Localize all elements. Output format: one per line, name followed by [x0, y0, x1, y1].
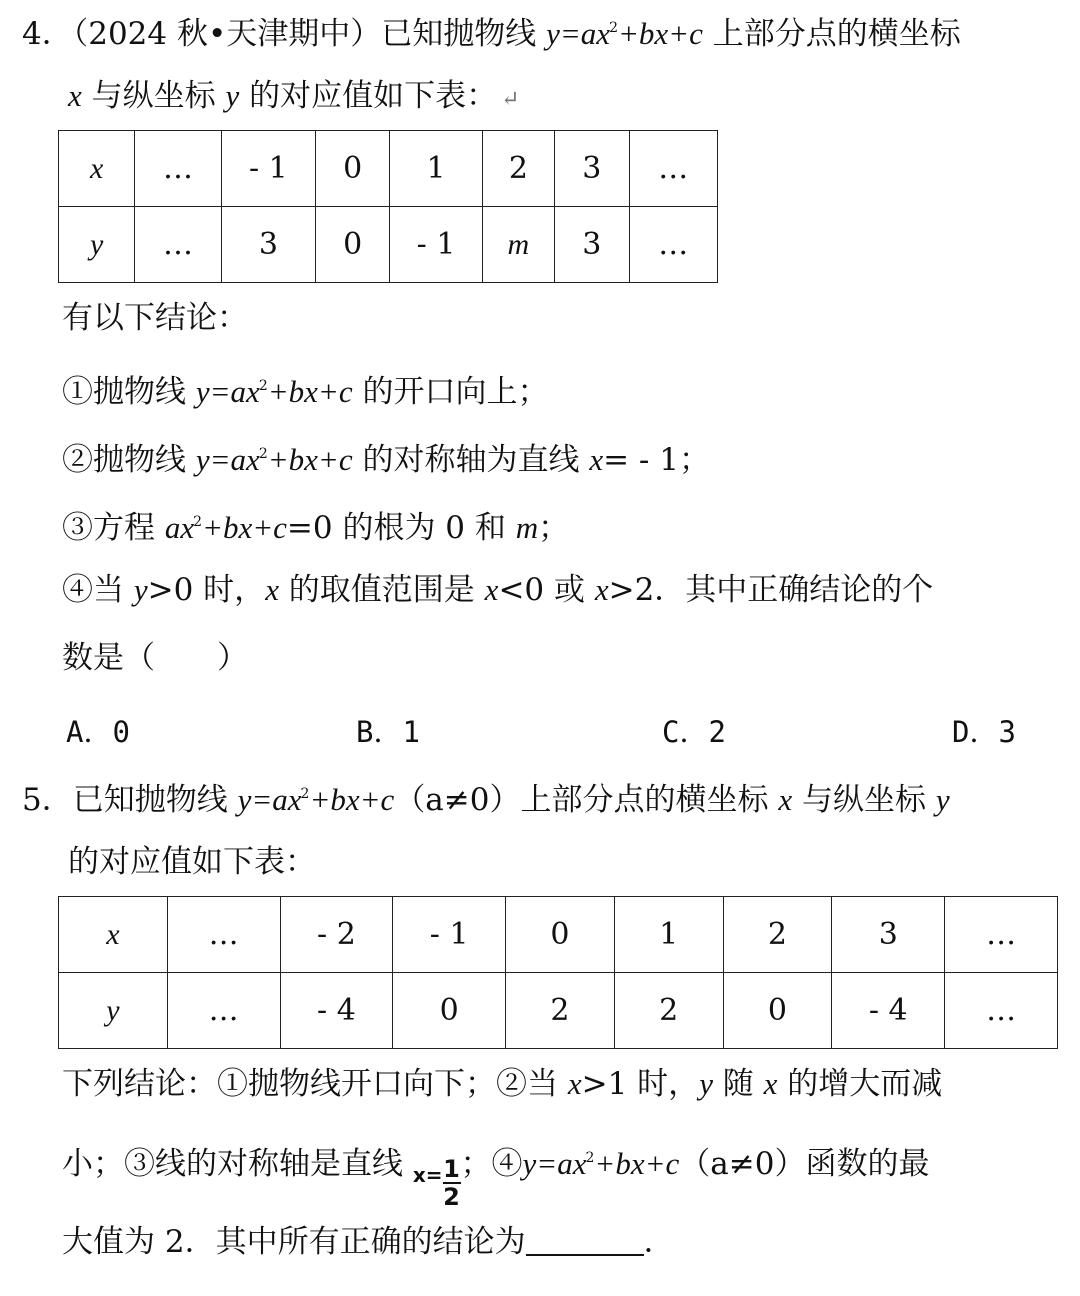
option-a[interactable]: A．0 [66, 715, 130, 749]
q5-conclusions-line3: 大值为 2．其中所有正确的结论为 ． [62, 1224, 675, 1260]
table-cell: y [59, 973, 168, 1049]
table-cell: - 4 [280, 973, 393, 1049]
table-cell: 0 [315, 207, 389, 283]
fraction-one-half: x= $\frac{1}{2}$ [412, 1154, 460, 1211]
table-cell: - 4 [832, 973, 945, 1049]
table-cell: 3 [555, 131, 629, 207]
q4-table-x-row [59, 131, 718, 207]
table-cell: 0 [723, 973, 832, 1049]
q5-conclusions-line1: 下列结论：①抛物线开口向下；②当 x>1 时，y 随 x 的增大而减 [62, 1066, 943, 1102]
table-cell: 2 [506, 973, 615, 1049]
q5-line1: 5．已知抛物线 $y=ax^2+bx+c(a\ne 0)$上部分点的横坐标 x 与纵坐标 y [22, 782, 950, 818]
table-cell: 2 [614, 973, 723, 1049]
table-cell: … [629, 131, 717, 207]
table-cell: 2 [723, 897, 832, 973]
q5-value-table [58, 896, 1058, 1049]
q4-line2: x 与纵坐标 y 的对应值如下表： ↵ [68, 78, 520, 114]
table-cell: y [59, 207, 135, 283]
table-cell: 1 [614, 897, 723, 973]
option-d[interactable]: D．3 [952, 715, 1016, 749]
q4-conclusion-2: ②抛物线 $y=ax^2+bx+c$ 的对称轴为直线 x= - 1； [62, 442, 710, 478]
option-c[interactable]: C．2 [662, 715, 726, 749]
table-cell: - 1 [393, 897, 506, 973]
table-cell: x [59, 897, 168, 973]
option-b[interactable]: B．1 [356, 715, 420, 749]
table-cell: … [135, 207, 221, 283]
table-cell: 2 [482, 131, 554, 207]
answer-blank[interactable] [526, 1224, 644, 1256]
q5-conclusions-line2: 小；③线的对称轴是直线 x= $\frac{1}{2}$ ；$④y=ax^2+bx+c(a\ne 0)$函数的最 [62, 1146, 930, 1211]
table-cell: 3 [832, 897, 945, 973]
table-cell: … [945, 897, 1058, 973]
table-cell: … [629, 207, 717, 283]
table-cell: 0 [393, 973, 506, 1049]
table-cell: 1 [390, 131, 482, 207]
q5-line2: 的对应值如下表： [68, 844, 316, 880]
table-cell: … [167, 973, 280, 1049]
q4-conclusion-3: ③方程 $ax^2+bx+c=0$ 的根为 0 和 m； [62, 510, 570, 546]
q4-conclusion-4: ④当 y>0 时，x 的取值范围是 x<0 或 x>2．其中正确结论的个 [62, 572, 934, 608]
table-cell: - 2 [280, 897, 393, 973]
q4-value-table [58, 130, 718, 283]
table-cell: … [167, 897, 280, 973]
table-cell: m [482, 207, 554, 283]
table-cell: x [59, 131, 135, 207]
q4-line1: 4．（2024 秋•天津期中）已知抛物线 $y=ax^2+bx+c$ 上部分点的横坐标 [22, 16, 961, 52]
q4-table-y-row [59, 207, 718, 283]
q5-table-y-row [59, 973, 1058, 1049]
table-cell: - 1 [390, 207, 482, 283]
table-cell: 0 [506, 897, 615, 973]
table-cell: 3 [221, 207, 315, 283]
table-cell: 0 [315, 131, 389, 207]
table-cell: - 1 [221, 131, 315, 207]
q4-conclusion-1: ①抛物线 $y=ax^2+bx+c$ 的开口向上； [62, 374, 549, 410]
table-cell: … [945, 973, 1058, 1049]
table-cell: 3 [555, 207, 629, 283]
q4-conclusion-4-cont: 数是（ ） [62, 640, 248, 676]
q5-table-x-row [59, 897, 1058, 973]
q4-intro: 有以下结论： [62, 300, 248, 336]
table-cell: … [135, 131, 221, 207]
